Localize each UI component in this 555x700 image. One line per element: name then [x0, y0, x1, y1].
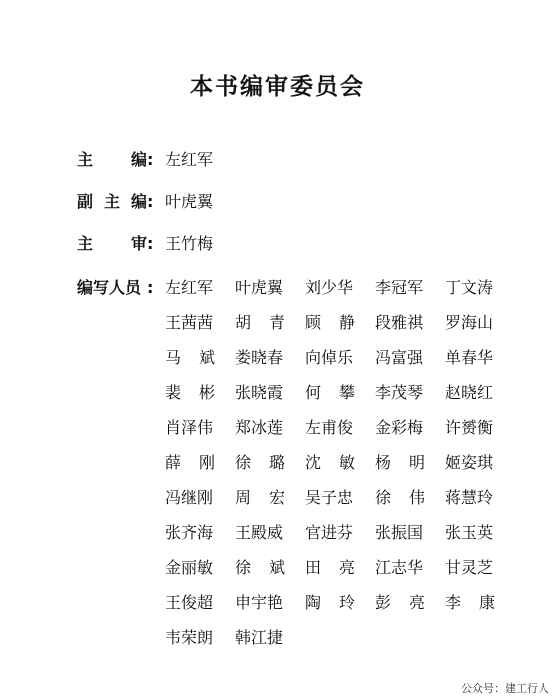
writer-name-char: 彭	[375, 593, 392, 612]
writer-name: 金丽敏	[165, 558, 214, 577]
writer-name-char: 顾	[305, 313, 322, 332]
writer-name: 左红军	[165, 278, 214, 297]
role-colon: :	[147, 278, 154, 297]
role-label	[77, 148, 165, 172]
writer-name	[235, 451, 305, 475]
writer-name: 江志华	[375, 558, 424, 577]
writer-name: 丁文涛	[445, 278, 494, 297]
writer-name-char: 薛	[165, 453, 182, 472]
writer-name-char: 玲	[338, 593, 355, 612]
writer-name: 罗海山	[445, 313, 494, 332]
writer-name-char: 马	[165, 348, 182, 367]
writer-name-spaced	[445, 591, 495, 615]
writer-name-spaced	[165, 381, 215, 405]
writer-name: 甘灵芝	[445, 558, 494, 577]
writer-name-spaced	[235, 451, 285, 475]
writer-name: 郑冰莲	[235, 418, 284, 437]
writer-name: 王茜茜	[165, 313, 214, 332]
writer-name	[375, 591, 445, 615]
page-title: 本书编审委员会	[190, 74, 365, 100]
writer-name-char: 彬	[198, 383, 215, 402]
writer-name	[375, 486, 445, 510]
writer-name-char: 璐	[268, 453, 285, 472]
role-label	[77, 276, 165, 300]
role-label-char: 主	[103, 192, 120, 211]
writer-name-spaced	[305, 381, 355, 405]
writer-name-spaced	[305, 591, 355, 615]
role-label-char: 编	[130, 192, 147, 211]
writer-name: 金彩梅	[375, 418, 424, 437]
writer-name-char: 徐	[375, 488, 392, 507]
writer-name: 张晓霞	[235, 383, 284, 402]
writer-name: 王俊超	[165, 593, 214, 612]
footer-watermark: 公众号：建工行人	[461, 682, 549, 695]
role-label	[77, 190, 165, 214]
writer-name	[305, 311, 375, 335]
writer-name: 向倬乐	[305, 348, 354, 367]
writer-name-char: 青	[268, 313, 285, 332]
writer-name: 段雅祺	[375, 313, 424, 332]
writer-name: 张玉英	[445, 523, 494, 542]
writer-name: 左甫俊	[305, 418, 354, 437]
writer-name: 冯继刚	[165, 488, 214, 507]
role-label-text	[77, 148, 147, 172]
role-label-char: 主	[77, 234, 94, 253]
writer-name-char: 裴	[165, 383, 182, 402]
writer-name-char: 斌	[268, 558, 285, 577]
writer-name-char: 伟	[408, 488, 425, 507]
writer-name: 赵晓红	[445, 383, 494, 402]
writer-name-char: 宏	[268, 488, 285, 507]
writer-name-char: 敏	[338, 453, 355, 472]
writer-name-spaced	[375, 486, 425, 510]
writer-name-char: 李	[445, 593, 462, 612]
writer-name: 张齐海	[165, 523, 214, 542]
writer-name-char: 陶	[305, 593, 322, 612]
writer-name-spaced	[235, 486, 285, 510]
writer-name: 娄晓春	[235, 348, 284, 367]
writer-name: 韩江捷	[235, 628, 284, 647]
writer-name-char: 明	[408, 453, 425, 472]
writer-name-char: 杨	[375, 453, 392, 472]
writer-name-spaced	[235, 311, 285, 335]
writer-name	[305, 591, 375, 615]
writer-name-spaced	[235, 556, 285, 580]
writer-name	[305, 381, 375, 405]
writer-name-char: 何	[305, 383, 322, 402]
writer-name-char: 康	[478, 593, 495, 612]
writer-name: 单春华	[445, 348, 494, 367]
writer-name-spaced	[165, 451, 215, 475]
writer-name	[165, 451, 235, 475]
writer-name-char: 沈	[305, 453, 322, 472]
writer-name-char: 徐	[235, 453, 252, 472]
writer-name-char: 田	[305, 558, 322, 577]
writer-name: 许赟衡	[445, 418, 494, 437]
writer-name	[375, 451, 445, 475]
role-label-char: 编	[130, 150, 147, 169]
writer-name: 肖泽伟	[165, 418, 214, 437]
writer-name-spaced	[305, 451, 355, 475]
writer-name-char: 刚	[198, 453, 215, 472]
role-colon: :	[147, 234, 154, 253]
role-value: 王竹梅	[165, 234, 214, 253]
writer-name-spaced	[375, 451, 425, 475]
writer-name: 姬姿琪	[445, 453, 494, 472]
writer-name-spaced	[305, 556, 355, 580]
writer-name	[305, 451, 375, 475]
writer-name	[165, 381, 235, 405]
role-label-text	[77, 190, 147, 214]
writer-name: 冯富强	[375, 348, 424, 367]
writer-name: 韦荣朗	[165, 628, 214, 647]
writer-name	[445, 591, 515, 615]
writer-name-char: 徐	[235, 558, 252, 577]
writer-name-spaced	[375, 591, 425, 615]
role-colon: :	[147, 192, 154, 211]
role-colon: :	[147, 150, 154, 169]
writer-name: 刘少华	[305, 278, 354, 297]
writer-name: 李冠军	[375, 278, 424, 297]
writer-name: 王殿威	[235, 523, 284, 542]
role-label-char: 副	[77, 192, 94, 211]
writer-name-char: 斌	[198, 348, 215, 367]
writer-name: 官进芬	[305, 523, 354, 542]
writer-name: 吴子忠	[305, 488, 354, 507]
writers-list	[165, 276, 525, 661]
writer-name-char: 亮	[408, 593, 425, 612]
writer-name: 叶虎翼	[235, 278, 284, 297]
writers-label: 编写人员	[77, 278, 142, 297]
writer-name: 李茂琴	[375, 383, 424, 402]
writer-name-char: 静	[338, 313, 355, 332]
writer-name-char: 亮	[338, 558, 355, 577]
role-label-char: 审	[130, 234, 147, 253]
writer-name: 申宇艳	[235, 593, 284, 612]
role-label-char: 主	[77, 150, 94, 169]
writer-name-char: 胡	[235, 313, 252, 332]
role-value: 叶虎翼	[165, 192, 214, 211]
role-label-text	[77, 232, 147, 256]
writer-name	[305, 556, 375, 580]
writer-name	[165, 346, 235, 370]
writer-name-spaced	[305, 311, 355, 335]
writer-name-char: 攀	[338, 383, 355, 402]
writer-name: 张振国	[375, 523, 424, 542]
writer-name	[235, 486, 305, 510]
role-label	[77, 232, 165, 256]
writer-name-spaced	[165, 346, 215, 370]
writer-name: 蒋慧玲	[445, 488, 494, 507]
writer-name	[235, 556, 305, 580]
writer-name	[235, 311, 305, 335]
role-value: 左红军	[165, 150, 214, 169]
writer-name-char: 周	[235, 488, 252, 507]
